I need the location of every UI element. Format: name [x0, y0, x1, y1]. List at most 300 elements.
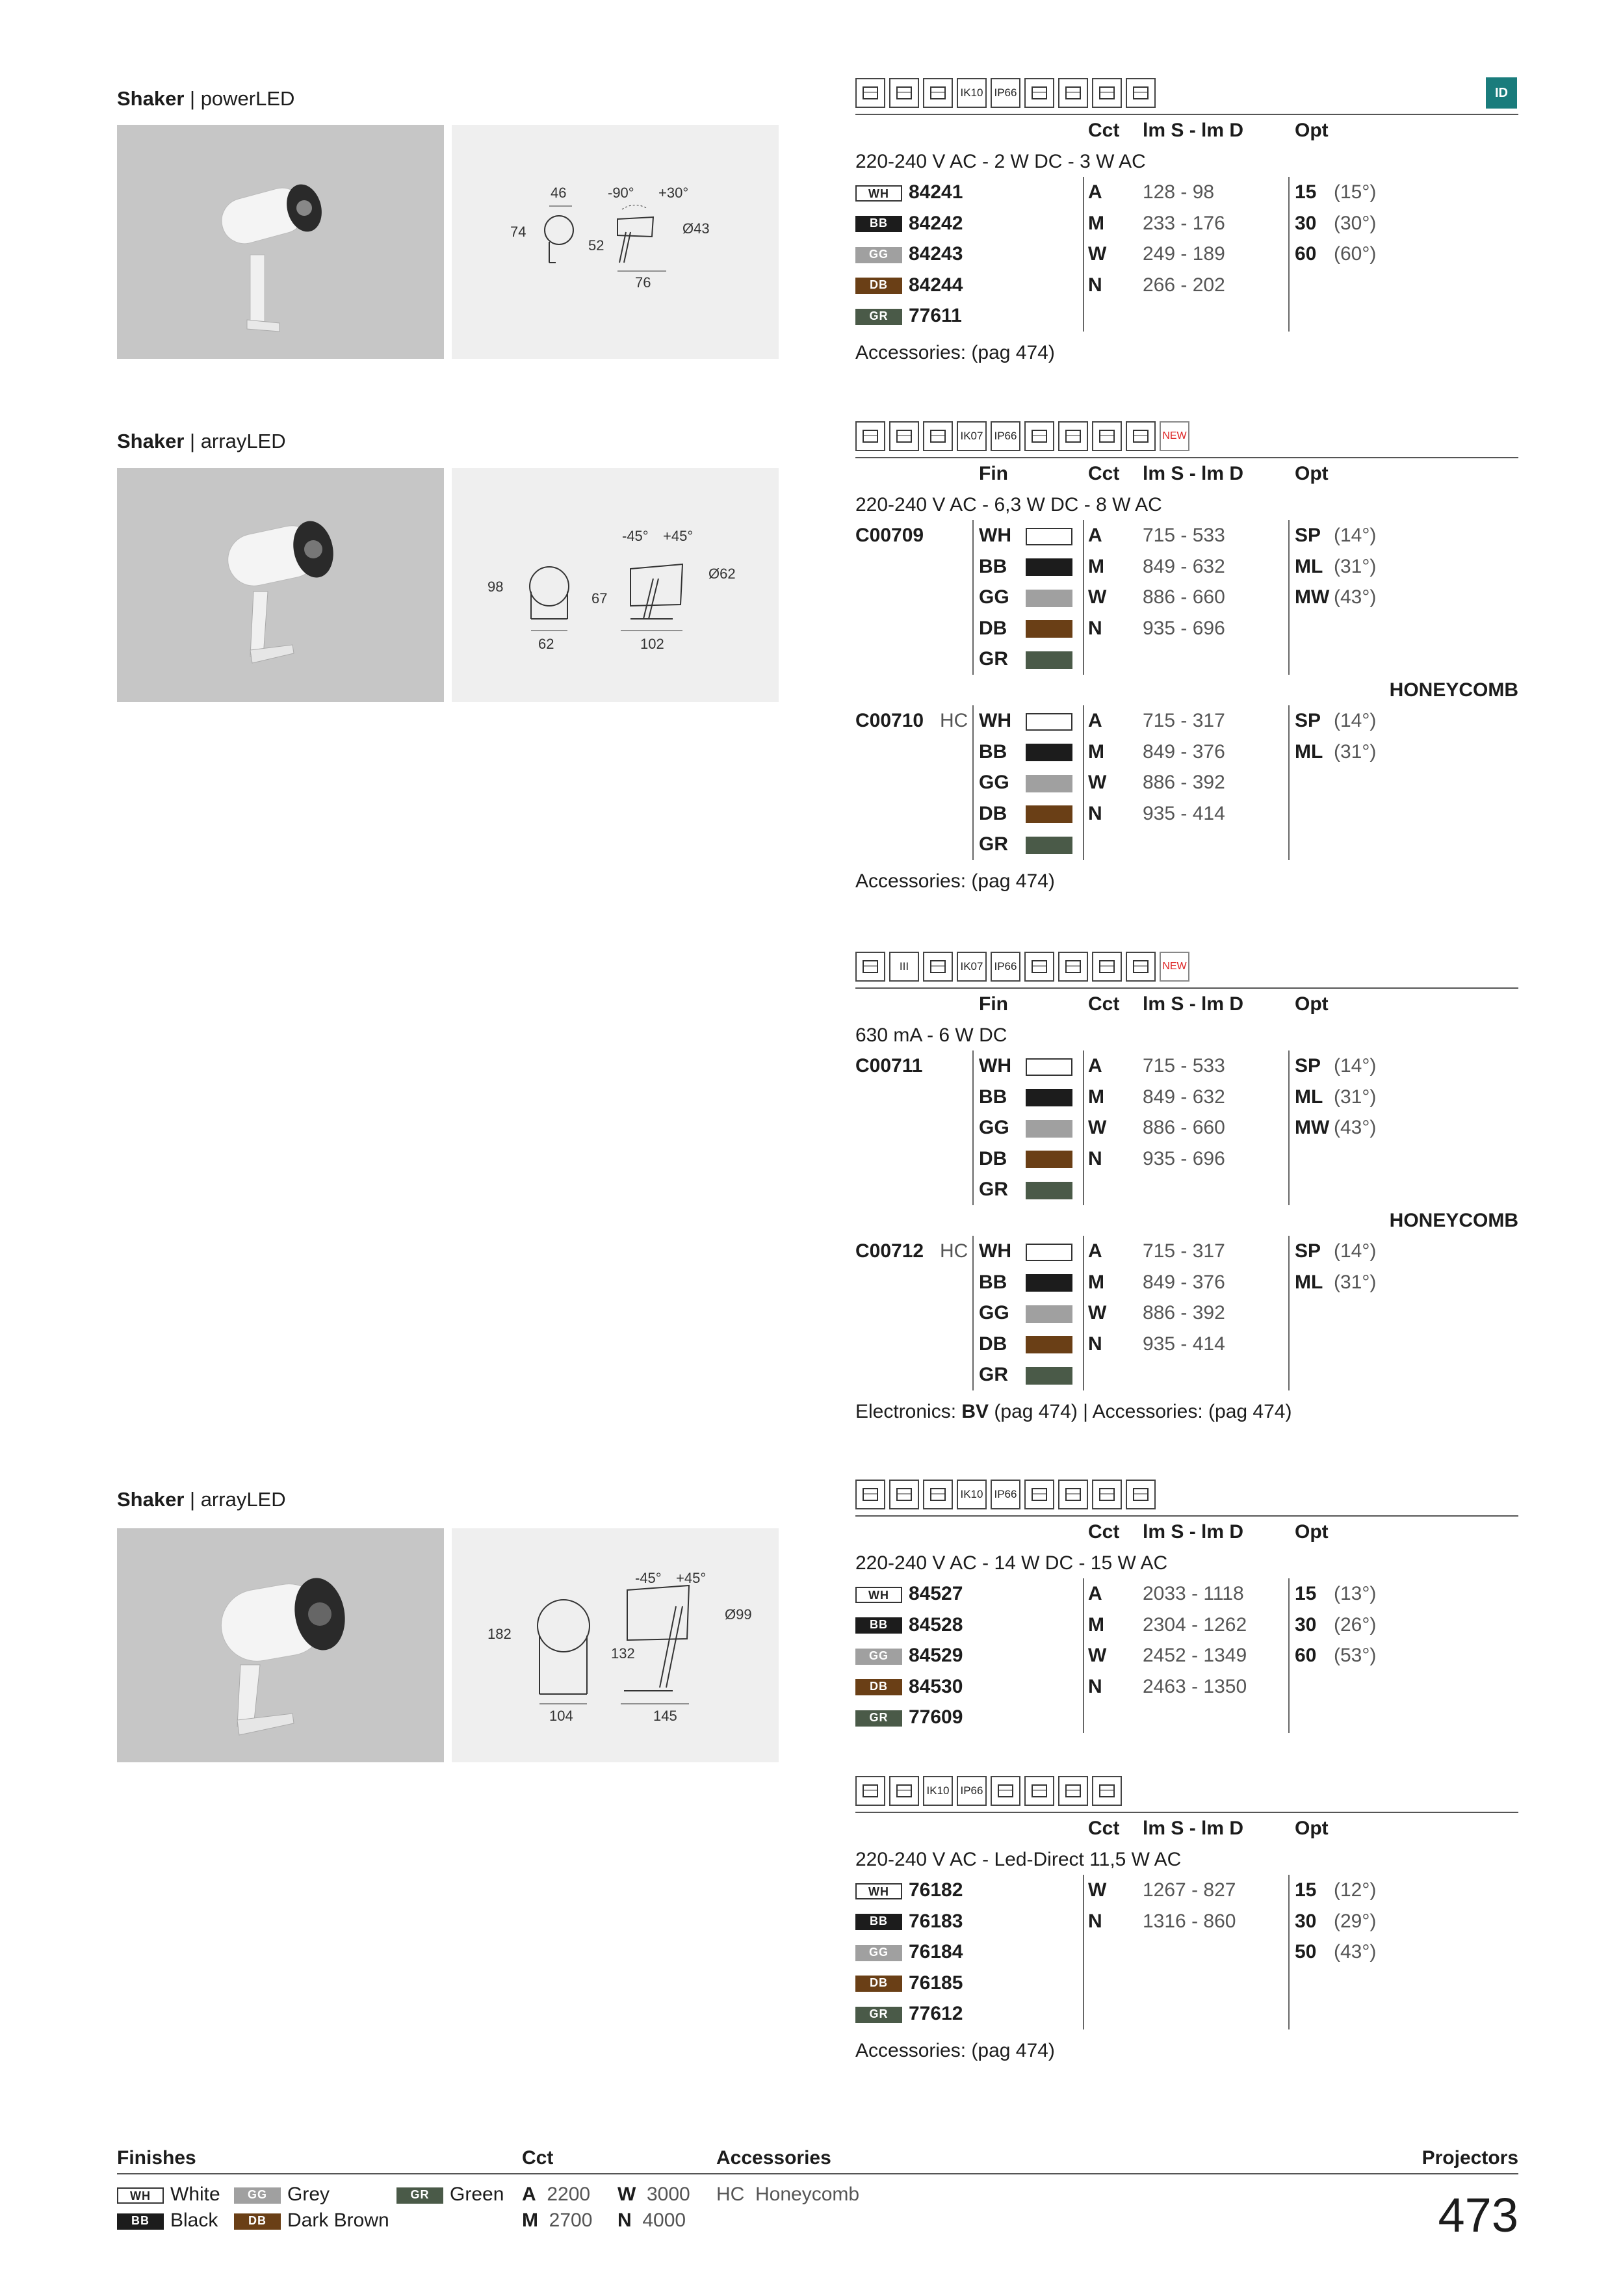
- optic-angle: (43°): [1334, 586, 1377, 608]
- product-photo-1: [117, 125, 444, 359]
- spec-icon-5: [1024, 1480, 1054, 1509]
- optic-angle: (13°): [1334, 1583, 1377, 1604]
- swatch-gr: [1026, 1367, 1072, 1385]
- column-separator: [1083, 520, 1084, 675]
- product-code-cell: [855, 1640, 963, 1671]
- spec-icon-ik07: IK07: [957, 421, 987, 451]
- finish-swatch: [1026, 644, 1072, 675]
- lumen-value: 935 - 414: [1143, 1333, 1225, 1355]
- voltage-spec: 220-240 V AC - 6,3 W DC - 8 W AC: [855, 493, 1162, 515]
- table-row: [855, 1610, 1518, 1641]
- swatch-db: [1026, 620, 1072, 638]
- column-separator: [1288, 705, 1290, 860]
- lumen-value: 2033 - 1118: [1143, 1583, 1244, 1604]
- header-cct: Cct: [1088, 120, 1120, 141]
- optic-code: 30: [1295, 212, 1317, 234]
- table-row: [855, 1906, 1518, 1937]
- table-row: [855, 1050, 1518, 1082]
- product-table: [855, 177, 1518, 332]
- cct-code: W: [1088, 772, 1107, 793]
- lumen-value: 886 - 392: [1143, 1302, 1225, 1324]
- table-row: [855, 1359, 1518, 1390]
- column-separator: [1288, 1578, 1290, 1733]
- optic-angle: (53°): [1334, 1645, 1377, 1666]
- voltage-spec: 220-240 V AC - 14 W DC - 15 W AC: [855, 1552, 1168, 1574]
- swatch-gr: [1026, 651, 1072, 669]
- swatch-wh: [1026, 1244, 1072, 1261]
- header-opt: Opt: [1295, 993, 1329, 1015]
- spec-icon-1: [889, 78, 919, 108]
- swatch-db: [1026, 1336, 1072, 1353]
- finish-swatch: [1026, 1298, 1072, 1329]
- product-code: 76184: [909, 1941, 963, 1963]
- spec-icon-1: [889, 421, 919, 451]
- column-separator: [1288, 1050, 1290, 1205]
- dimension-drawing-3: [452, 1528, 779, 1762]
- dim-3b: +45°: [676, 1570, 707, 1586]
- finish-swatch: [1026, 1082, 1072, 1113]
- cct-code: M: [1088, 555, 1104, 577]
- electronics-suffix: (pag 474) | Accessories: (pag 474): [989, 1400, 1292, 1422]
- swatch-gg: [1026, 1120, 1072, 1138]
- table-row: [855, 767, 1518, 798]
- spec-icon-7: [1092, 1776, 1122, 1806]
- dim-2g: 102: [640, 636, 664, 652]
- dim-2a: -45°: [622, 528, 649, 544]
- product-code-cell: [855, 1875, 963, 1906]
- spec-icon-0: [855, 1776, 885, 1806]
- header-cct: Cct: [1088, 1521, 1120, 1543]
- table-row: [855, 1640, 1518, 1671]
- cct-code: A: [1088, 1240, 1102, 1262]
- spec-icon-ik07: IK07: [957, 952, 987, 982]
- optic-angle: (31°): [1334, 740, 1377, 763]
- finish-badge: GG: [855, 247, 902, 263]
- table-row: [855, 208, 1518, 239]
- dim-1d: 74: [510, 224, 526, 240]
- finish-badge: WH: [855, 185, 902, 202]
- finish-code: DB: [979, 617, 1007, 639]
- cct-code: M: [1088, 212, 1104, 234]
- icon-bar: [855, 951, 1518, 982]
- dim-3e: Ø99: [725, 1606, 752, 1623]
- finish-code: BB: [979, 740, 1007, 763]
- product-code: 84528: [909, 1613, 963, 1636]
- finish-swatch: [1026, 551, 1072, 582]
- product-code: 76185: [909, 1972, 963, 1994]
- spec-icon-iii: III: [889, 952, 919, 982]
- spec-icon-5: [1024, 1776, 1054, 1806]
- cct-code: A: [1088, 710, 1102, 731]
- product-code: 77609: [909, 1706, 963, 1728]
- optic-code: 30: [1295, 1910, 1317, 1932]
- finish-code: WH: [979, 1240, 1011, 1262]
- finish-swatch: [1026, 1112, 1072, 1143]
- table-row: [855, 1298, 1518, 1329]
- dim-1g: 76: [635, 274, 651, 291]
- table-header: [855, 989, 1518, 1020]
- swatch-wh: [1026, 1058, 1072, 1076]
- table-header: [855, 115, 1518, 146]
- dim-2d: 67: [591, 590, 608, 607]
- optic-angle: (14°): [1334, 710, 1377, 731]
- table-row: [855, 829, 1518, 860]
- table-row: [855, 270, 1518, 301]
- lumen-value: 935 - 696: [1143, 617, 1225, 639]
- optic-angle: (43°): [1334, 1941, 1377, 1963]
- hc-code: HC: [940, 1240, 968, 1262]
- optic-code: 60: [1295, 243, 1317, 265]
- product-table: [855, 1236, 1518, 1390]
- legend-finish-gr: GR Green: [396, 2184, 504, 2206]
- lumen-value: 849 - 376: [1143, 1271, 1225, 1293]
- optic-angle: (14°): [1334, 1055, 1377, 1076]
- finish-code: BB: [979, 555, 1007, 577]
- column-separator: [1083, 177, 1084, 332]
- dim-3g: 145: [653, 1708, 677, 1724]
- cct-code: W: [1088, 1879, 1107, 1901]
- table-row: [855, 1671, 1518, 1702]
- dimension-drawing-2: [452, 468, 779, 702]
- lumen-value: 935 - 696: [1143, 1147, 1225, 1169]
- header-opt: Opt: [1295, 120, 1329, 141]
- lumen-value: 249 - 189: [1143, 243, 1225, 265]
- cct-code: M: [1088, 1613, 1104, 1636]
- dim-3c: 182: [487, 1626, 512, 1642]
- product-table: [855, 1578, 1518, 1733]
- spec-icon-new: NEW: [1160, 952, 1189, 982]
- spec-icon-0: [855, 421, 885, 451]
- optic-code: 15: [1295, 1583, 1317, 1604]
- spec-block-5: [855, 1775, 1518, 2067]
- spec-icon-8: [1126, 952, 1156, 982]
- finish-swatch: [1026, 1359, 1072, 1390]
- optic-code: SP: [1295, 1240, 1321, 1262]
- dim-3a: -45°: [635, 1570, 662, 1586]
- voltage-spec: 220-240 V AC - Led-Direct 11,5 W AC: [855, 1848, 1182, 1870]
- column-separator: [1288, 177, 1290, 332]
- optic-angle: (31°): [1334, 1271, 1377, 1293]
- table-row: [855, 613, 1518, 644]
- cct-code: M: [1088, 1271, 1104, 1293]
- legend-cct-n: N 4000: [617, 2210, 686, 2231]
- product-code: 84530: [909, 1675, 963, 1697]
- optic-code: MW: [1295, 1117, 1330, 1138]
- optic-code: SP: [1295, 710, 1321, 731]
- spec-icon-ik10: IK10: [957, 78, 987, 108]
- finish-swatch: [1026, 705, 1072, 737]
- optic-angle: (31°): [1334, 555, 1377, 577]
- section-title-2: Shaker | arrayLED: [117, 430, 286, 452]
- spec-icon-8: [1126, 421, 1156, 451]
- spec-icon-ik10: IK10: [957, 1480, 987, 1509]
- spec-icon-ip66: IP66: [991, 1480, 1020, 1509]
- legend-acc-hc: HC Honeycomb: [716, 2184, 860, 2205]
- finish-code: WH: [979, 525, 1011, 546]
- spec-icon-2: [923, 78, 953, 108]
- spec-icon-6: [1058, 78, 1088, 108]
- column-separator: [1083, 1236, 1084, 1390]
- finish-badge: GG: [855, 1649, 902, 1665]
- product-code-cell: [855, 208, 963, 239]
- spec-icon-5: [1024, 952, 1054, 982]
- column-separator: [972, 705, 974, 860]
- table-row: [855, 1998, 1518, 2029]
- dim-2c: 98: [487, 579, 504, 595]
- spec-icon-6: [1058, 1480, 1088, 1509]
- table-row: [855, 520, 1518, 551]
- finish-badge: GR: [855, 1710, 902, 1727]
- cct-code: W: [1088, 1117, 1107, 1138]
- finish-swatch: [1026, 1267, 1072, 1298]
- table-row: [855, 1578, 1518, 1610]
- optic-angle: (31°): [1334, 1086, 1377, 1108]
- product-code: C00712: [855, 1240, 924, 1262]
- product-code: 76182: [909, 1879, 963, 1901]
- cct-code: N: [1088, 802, 1102, 824]
- table-row: [855, 705, 1518, 737]
- product-code-cell: [855, 300, 962, 332]
- optic-code: ML: [1295, 740, 1323, 763]
- spec-icon-4: [991, 1776, 1020, 1806]
- header-lm: lm S - lm D: [1143, 463, 1244, 484]
- cct-code: A: [1088, 1055, 1102, 1076]
- finish-swatch: [1026, 1143, 1072, 1175]
- finish-code: GG: [979, 1302, 1009, 1324]
- table-row: [855, 644, 1518, 675]
- product-code: 84243: [909, 243, 963, 265]
- electronics-code: BV: [961, 1400, 989, 1422]
- finish-code: BB: [979, 1086, 1007, 1108]
- header-cct: Cct: [1088, 1818, 1120, 1839]
- swatch-bb: [1026, 744, 1072, 761]
- finish-badge: WH: [855, 1883, 902, 1899]
- finish-swatch: [1026, 582, 1072, 613]
- lumen-value: 266 - 202: [1143, 274, 1225, 296]
- header-cct: Cct: [1088, 463, 1120, 484]
- voltage-spec: 220-240 V AC - 2 W DC - 3 W AC: [855, 150, 1146, 172]
- swatch-gr: [1026, 837, 1072, 854]
- product-code-cell: [855, 1578, 963, 1610]
- table-row: [855, 1937, 1518, 1968]
- lumen-value: 233 - 176: [1143, 212, 1225, 234]
- finish-code: DB: [979, 1333, 1007, 1355]
- product-code: C00711: [855, 1055, 923, 1076]
- optic-angle: (14°): [1334, 1240, 1377, 1262]
- finish-badge: BB: [855, 216, 902, 232]
- spec-icon-1: [889, 1776, 919, 1806]
- finish-badge: GR: [855, 2007, 902, 2023]
- optic-code: SP: [1295, 525, 1321, 546]
- icon-bar: [855, 1479, 1518, 1510]
- optic-code: MW: [1295, 586, 1330, 608]
- product-code: 84242: [909, 212, 963, 234]
- spec-icon-ip66: IP66: [957, 1776, 987, 1806]
- lumen-value: 2304 - 1262: [1143, 1613, 1247, 1636]
- header-lm: lm S - lm D: [1143, 120, 1244, 141]
- product-code: 76183: [909, 1910, 963, 1932]
- lumen-value: 849 - 632: [1143, 555, 1225, 577]
- table-header: [855, 1813, 1518, 1844]
- header-opt: Opt: [1295, 463, 1329, 484]
- cct-code: N: [1088, 274, 1102, 296]
- spec-icon-7: [1092, 1480, 1122, 1509]
- lumen-value: 886 - 392: [1143, 772, 1225, 793]
- header-opt: Opt: [1295, 1521, 1329, 1543]
- header-lm: lm S - lm D: [1143, 993, 1244, 1015]
- finish-code: GR: [979, 1179, 1008, 1200]
- footer-finishes-heading: Finishes: [117, 2147, 196, 2169]
- table-row: [855, 1143, 1518, 1175]
- product-code: 77611: [909, 305, 962, 326]
- page-number: 473: [1438, 2188, 1518, 2242]
- lumen-value: 715 - 533: [1143, 525, 1225, 546]
- product-code: C00710: [855, 710, 924, 731]
- finish-code: GR: [979, 833, 1008, 855]
- column-separator: [1288, 1236, 1290, 1390]
- header-opt: Opt: [1295, 1818, 1329, 1839]
- finish-swatch: [1026, 520, 1072, 551]
- accessories-note: Accessories: (pag 474): [855, 341, 1055, 363]
- header-cct: Cct: [1088, 993, 1120, 1015]
- id-badge: ID: [1486, 77, 1517, 109]
- spec-icon-1: [889, 1480, 919, 1509]
- product-table: [855, 520, 1518, 675]
- table-header: [855, 1517, 1518, 1548]
- optic-code: SP: [1295, 1055, 1321, 1076]
- cct-code: N: [1088, 617, 1102, 639]
- column-separator: [972, 520, 974, 675]
- spec-icon-2: [923, 421, 953, 451]
- optic-angle: (14°): [1334, 525, 1377, 546]
- header-fin: Fin: [979, 993, 1008, 1015]
- product-code: 84241: [909, 181, 963, 203]
- product-code-cell: [855, 177, 963, 208]
- finish-code: GG: [979, 772, 1009, 793]
- dim-2f: 62: [538, 636, 554, 652]
- column-separator: [972, 1050, 974, 1205]
- optic-code: 15: [1295, 1879, 1317, 1901]
- spec-block-3: [855, 951, 1518, 1428]
- electronics-note: [855, 1396, 1518, 1428]
- finish-badge: BB: [855, 1914, 902, 1930]
- finish-code: GR: [979, 648, 1008, 670]
- spec-icon-6: [1058, 421, 1088, 451]
- legend-finish-wh: WH White: [117, 2184, 220, 2206]
- spec-icon-5: [1024, 421, 1054, 451]
- table-row: [855, 239, 1518, 270]
- section-title-1: Shaker | powerLED: [117, 87, 295, 110]
- cct-code: W: [1088, 1645, 1107, 1666]
- swatch-db: [1026, 1151, 1072, 1168]
- product-code-cell: [855, 1671, 963, 1702]
- optic-code: 30: [1295, 1613, 1317, 1636]
- table-row: [855, 551, 1518, 582]
- optic-angle: (30°): [1334, 212, 1377, 234]
- optic-angle: (43°): [1334, 1117, 1377, 1138]
- product-code-cell: [855, 1610, 963, 1641]
- finish-swatch: [1026, 613, 1072, 644]
- header-lm: lm S - lm D: [1143, 1818, 1244, 1839]
- swatch-gg: [1026, 775, 1072, 792]
- footer: [117, 2142, 1518, 2242]
- finish-swatch: [1026, 798, 1072, 829]
- finish-badge: DB: [855, 1679, 902, 1695]
- column-separator: [1083, 1578, 1084, 1733]
- product-code-cell: [855, 1998, 963, 2029]
- lumen-value: 2463 - 1350: [1143, 1675, 1247, 1697]
- icon-bar: [855, 77, 1518, 109]
- swatch-bb: [1026, 1089, 1072, 1106]
- finish-swatch: [1026, 1174, 1072, 1205]
- icon-bar: [855, 1775, 1518, 1807]
- optic-code: 60: [1295, 1645, 1317, 1666]
- spec-icon-6: [1058, 1776, 1088, 1806]
- cct-code: N: [1088, 1910, 1102, 1932]
- legend-cct-m: M 2700: [522, 2210, 593, 2231]
- finish-badge: DB: [855, 1976, 902, 1992]
- optic-angle: (29°): [1334, 1910, 1377, 1932]
- lumen-value: 935 - 414: [1143, 802, 1225, 824]
- optic-angle: (26°): [1334, 1613, 1377, 1636]
- swatch-wh: [1026, 713, 1072, 731]
- lumen-value: 1316 - 860: [1143, 1910, 1236, 1932]
- table-row: [855, 177, 1518, 208]
- footer-category: Projectors: [1422, 2147, 1518, 2169]
- dim-1c: +30°: [658, 185, 689, 201]
- lumen-value: 128 - 98: [1143, 181, 1215, 203]
- product-code-cell: [855, 270, 963, 301]
- table-row: [855, 300, 1518, 332]
- dim-1a: 46: [551, 185, 567, 201]
- spec-icon-7: [1092, 78, 1122, 108]
- dim-2e: Ø62: [708, 566, 736, 582]
- finish-badge: WH: [855, 1587, 902, 1603]
- product-photo-3: [117, 1528, 444, 1762]
- lumen-value: 715 - 533: [1143, 1055, 1225, 1076]
- spec-block-2: [855, 421, 1518, 898]
- lumen-value: 886 - 660: [1143, 1117, 1225, 1138]
- product-table: [855, 705, 1518, 860]
- column-separator: [1288, 520, 1290, 675]
- legend-finish-gg: GG Grey: [234, 2184, 330, 2206]
- cct-code: A: [1088, 181, 1102, 203]
- spec-icon-ik10: IK10: [923, 1776, 953, 1806]
- dim-3d: 132: [611, 1645, 635, 1662]
- spec-icon-0: [855, 78, 885, 108]
- voltage-spec: 630 mA - 6 W DC: [855, 1024, 1007, 1046]
- spec-icon-ip66: IP66: [991, 421, 1020, 451]
- finish-badge: GG: [855, 1945, 902, 1961]
- dim-2b: +45°: [663, 528, 694, 544]
- spec-icon-new: NEW: [1160, 421, 1189, 451]
- honeycomb-title: HONEYCOMB: [1389, 1209, 1518, 1231]
- legend-cct-a: A 2200: [522, 2184, 591, 2205]
- column-separator: [972, 1236, 974, 1390]
- table-row: [855, 1968, 1518, 1999]
- lumen-value: 2452 - 1349: [1143, 1645, 1247, 1666]
- finish-badge: BB: [855, 1617, 902, 1634]
- finish-code: WH: [979, 710, 1011, 731]
- legend-finish-db: DB Dark Brown: [234, 2210, 389, 2232]
- optic-code: 15: [1295, 181, 1317, 203]
- cct-code: W: [1088, 1302, 1107, 1324]
- legend-cct-w: W 3000: [617, 2184, 690, 2205]
- column-separator: [1288, 1875, 1290, 2029]
- spec-icon-8: [1126, 78, 1156, 108]
- lumen-value: 886 - 660: [1143, 586, 1225, 608]
- section-title-3: Shaker | arrayLED: [117, 1488, 286, 1511]
